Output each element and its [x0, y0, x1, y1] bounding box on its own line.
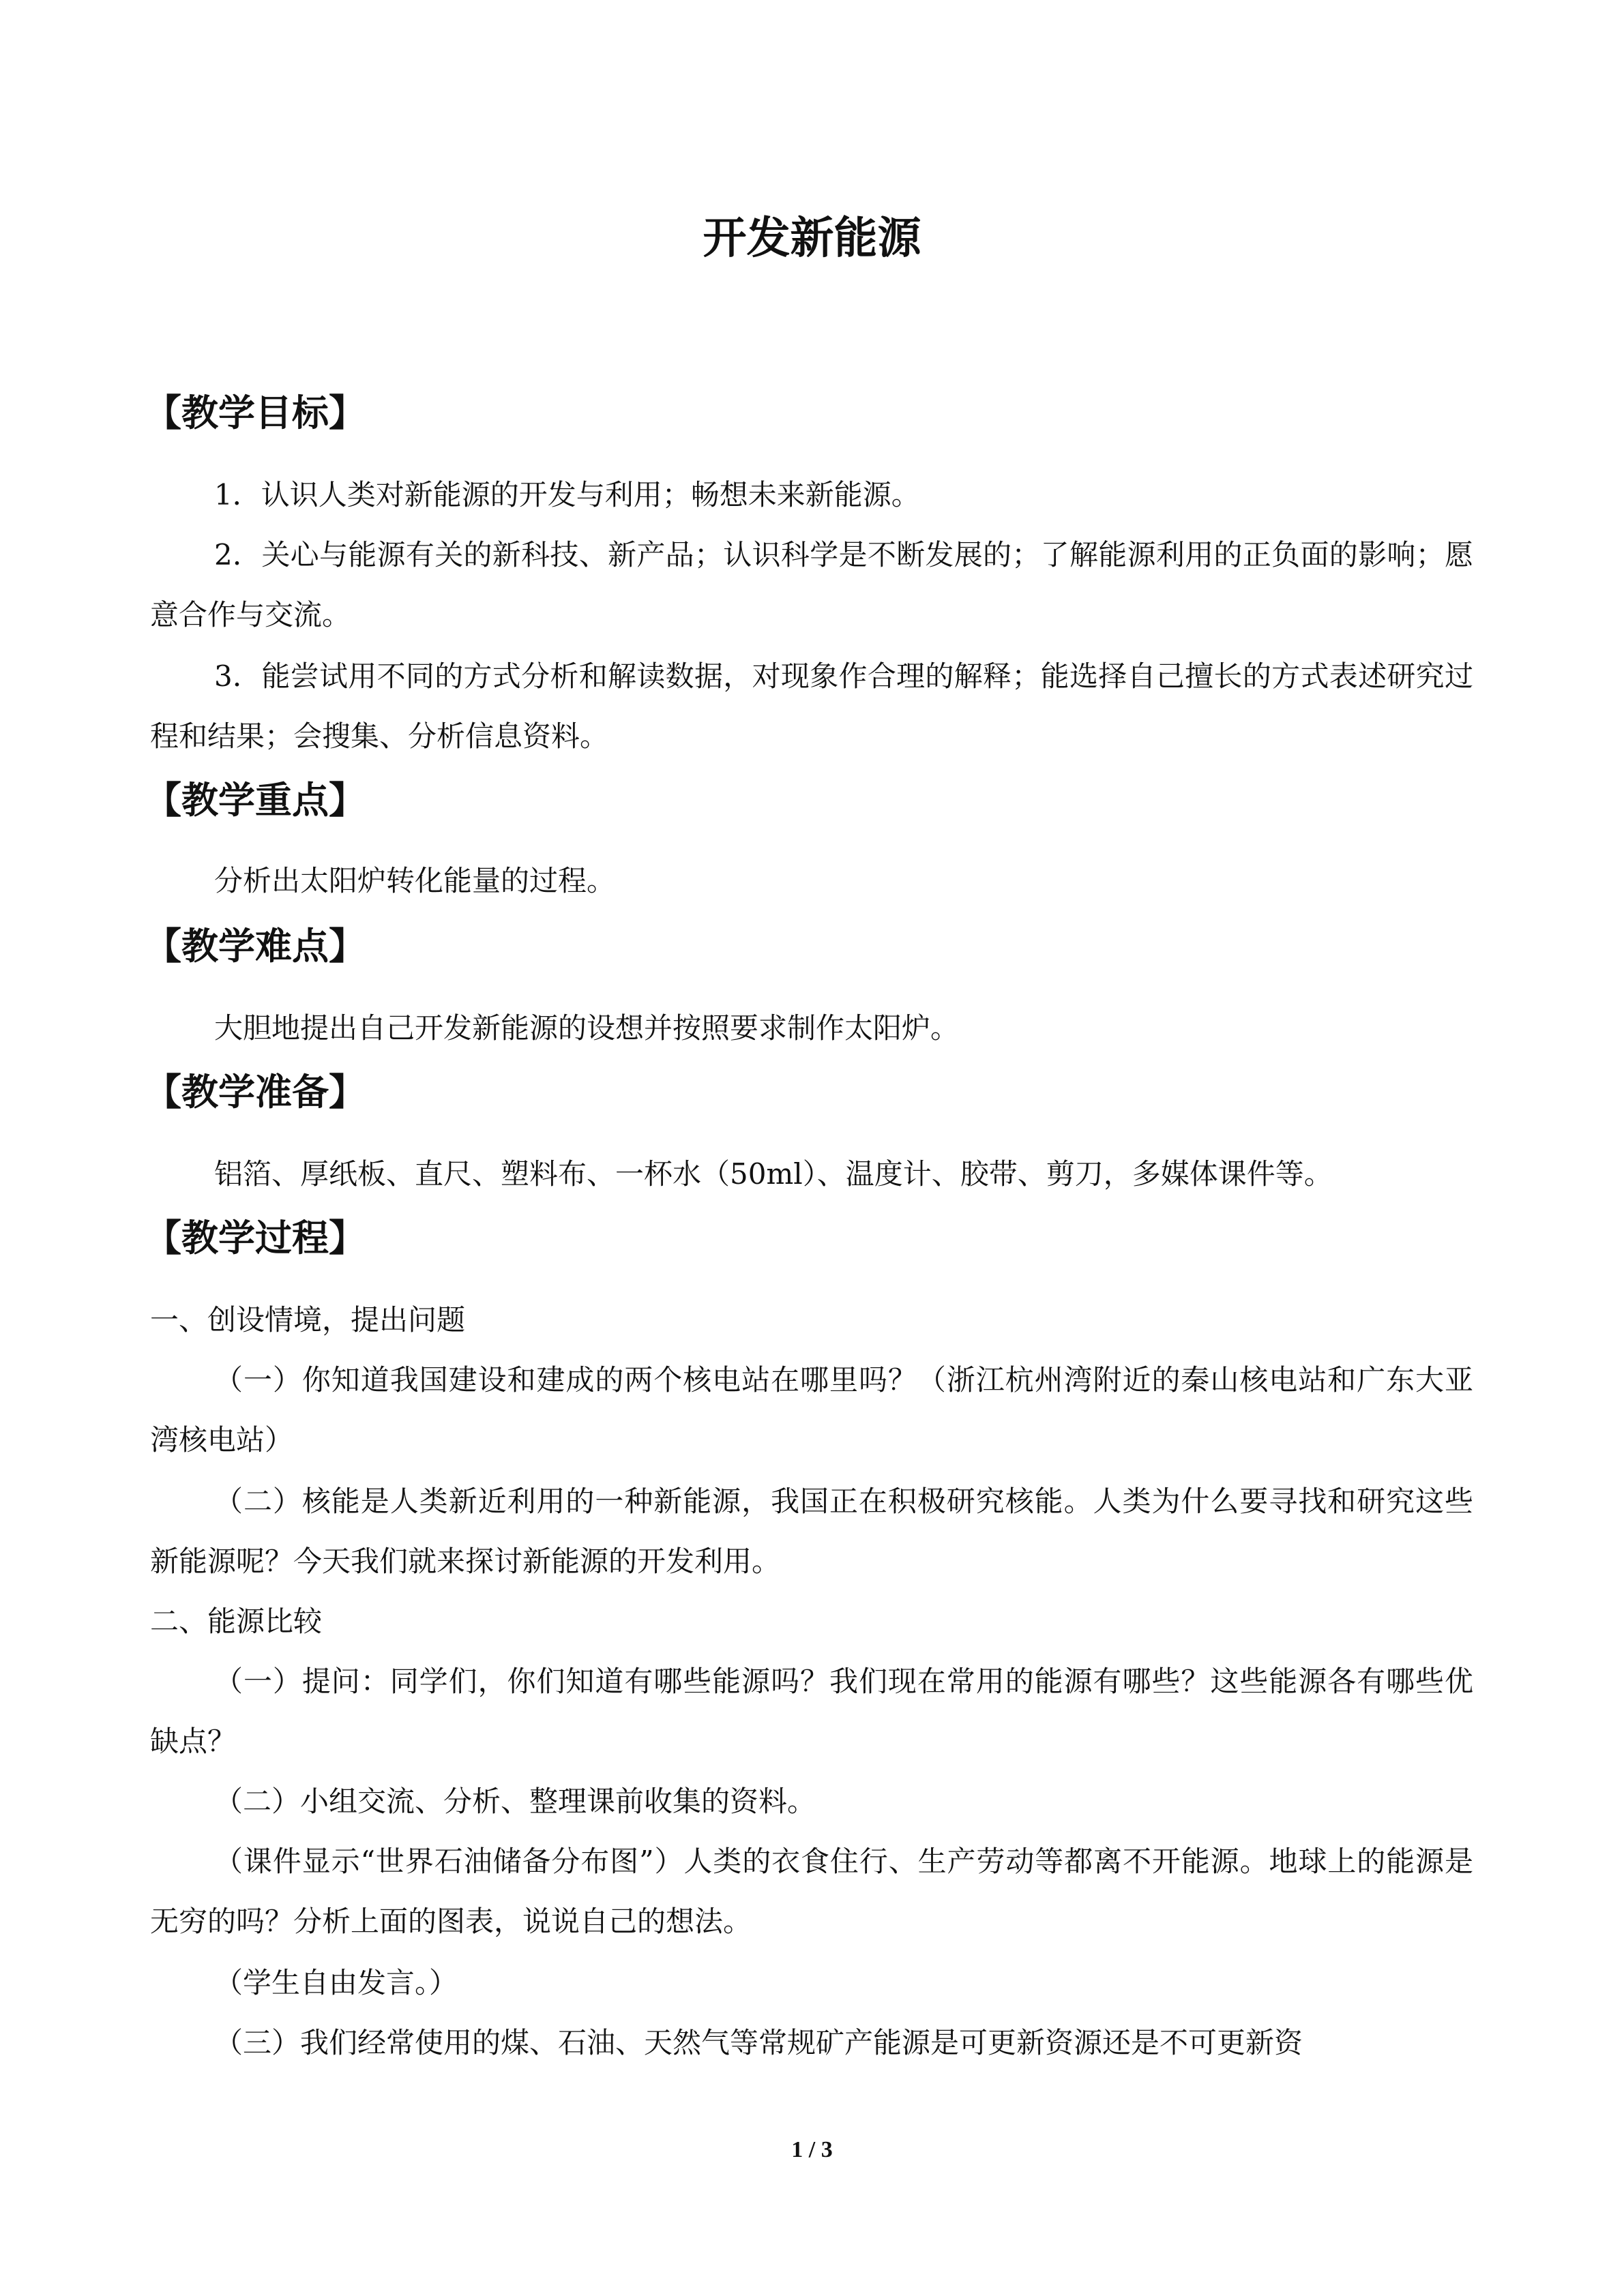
process-part2-paragraph-4: （学生自由发言。）: [214, 1966, 458, 1999]
preparation-text: 铝箔、厚纸板、直尺、塑料布、一杯水（50ml）、温度计、胶带、剪刀，多媒体课件等。: [214, 1157, 1333, 1191]
process-part1-title: 一、创设情境，提出问题: [150, 1303, 466, 1337]
heading-preparation: 【教学准备】: [145, 1071, 366, 1114]
objective-item-3: 3．能尝试用不同的方式分析和解读数据，对现象作合理的解释；能选择自己擅长的方式表述研究过程和结果；会搜集、分析信息资料。: [150, 659, 1473, 753]
page-title: 开发新能源: [703, 213, 921, 264]
objective-item-1: 1．认识人类对新能源的开发与利用；畅想未来新能源。: [214, 478, 920, 511]
process-part2-paragraph-2: （二）小组交流、分析、整理课前收集的资料。: [214, 1785, 816, 1818]
heading-process: 【教学过程】: [145, 1217, 366, 1259]
process-part2-paragraph-1: （一）提问：同学们，你们知道有哪些能源吗？我们现在常用的能源有哪些？这些能源各有哪些优缺点？: [150, 1665, 1473, 1758]
key-point-text: 分析出太阳炉转化能量的过程。: [214, 864, 616, 897]
process-part2-paragraph-5: （三）我们经常使用的煤、石油、天然气等常规矿产能源是可更新资源还是不可更新资: [214, 2026, 1303, 2059]
process-part1-paragraph-2: （二）核能是人类新近利用的一种新能源，我国正在积极研究核能。人类为什么要寻找和研究这些新能源呢？今天我们就来探讨新能源的开发利用。: [150, 1485, 1473, 1578]
difficulty-text: 大胆地提出自己开发新能源的设想并按照要求制作太阳炉。: [214, 1011, 960, 1045]
heading-difficulty: 【教学难点】: [145, 925, 366, 968]
heading-objectives: 【教学目标】: [145, 391, 366, 434]
page-number: 1 / 3: [791, 2137, 833, 2162]
objective-item-2: 2．关心与能源有关的新科技、新产品；认识科学是不断发展的；了解能源利用的正负面的影响；愿意合作与交流。: [150, 538, 1473, 631]
process-part1-paragraph-1: （一）你知道我国建设和建成的两个核电站在哪里吗？（浙江杭州湾附近的秦山核电站和广东大亚湾核电站）: [150, 1363, 1473, 1457]
process-part2-paragraph-3: （课件显示“世界石油储备分布图”）人类的衣食住行、生产劳动等都离不开能源。地球上的能源是无穷的吗？分析上面的图表，说说自己的想法。: [150, 1845, 1473, 1938]
process-part2-title: 二、能源比较: [150, 1605, 323, 1638]
heading-key-point: 【教学重点】: [145, 779, 366, 822]
